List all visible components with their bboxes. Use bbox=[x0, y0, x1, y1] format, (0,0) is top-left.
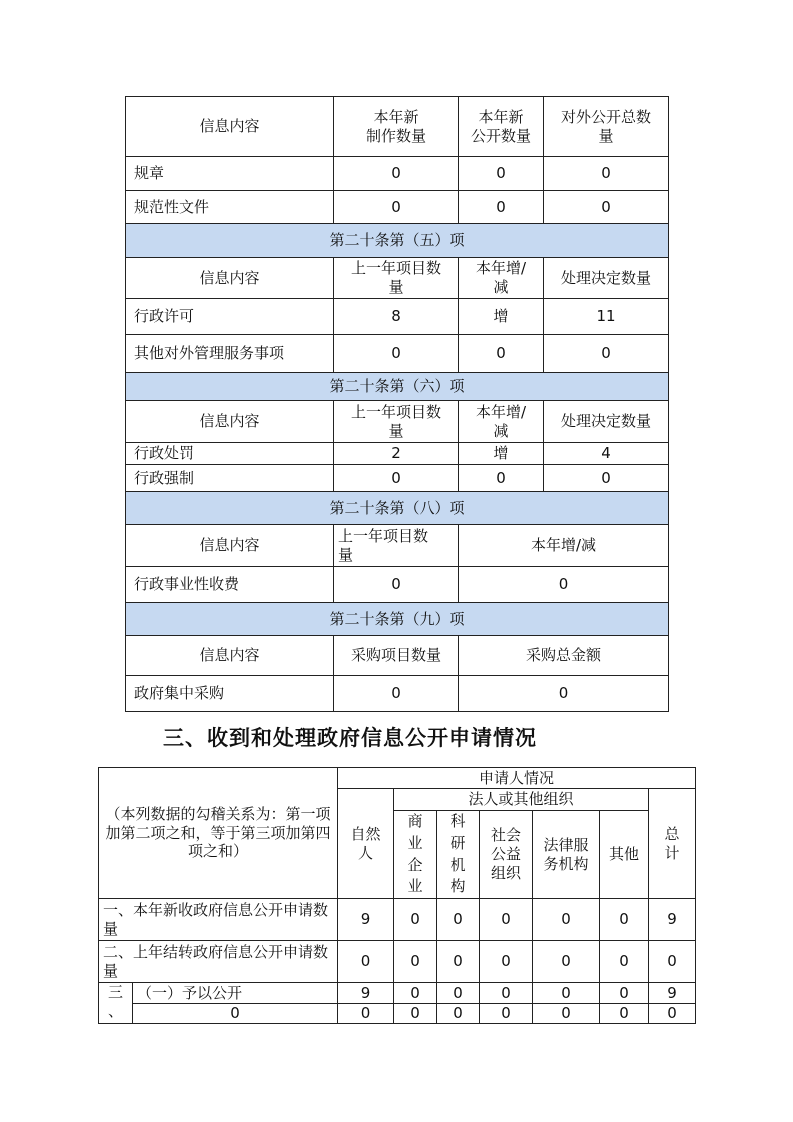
header-new-published: 本年新 公开数量 bbox=[459, 97, 544, 157]
table-row bbox=[126, 157, 669, 191]
row-label: 0 bbox=[133, 1004, 338, 1024]
corner-note: （本列数据的勾稽关系为：第一项加第二项之和，等于第三项加第四项之和） bbox=[99, 768, 338, 899]
applicant-header: 申请人情况 bbox=[338, 768, 696, 789]
cell-value: 0 bbox=[459, 567, 669, 603]
section-title-8: 第二十条第（八）项 bbox=[126, 492, 669, 525]
cell-value: 0 bbox=[459, 465, 544, 492]
row-label: 行政许可 bbox=[126, 299, 334, 335]
cell-value: 0 bbox=[480, 899, 533, 941]
header-info-content: 信息内容 bbox=[126, 525, 334, 567]
cell-value: 9 bbox=[649, 983, 696, 1004]
row-label: 一、本年新收政府信息公开申请数量 bbox=[99, 899, 338, 941]
cell-value: 0 bbox=[334, 157, 459, 191]
header-decisions: 处理决定数量 bbox=[544, 401, 669, 443]
col-legal-service: 法律服 务机构 bbox=[533, 811, 600, 899]
header-new-made: 本年新 制作数量 bbox=[334, 97, 459, 157]
cell-value: 0 bbox=[649, 941, 696, 983]
cell-value: 0 bbox=[334, 676, 459, 712]
cell-value: 0 bbox=[649, 1004, 696, 1024]
col-business: 商 业 企 业 bbox=[394, 811, 437, 899]
cell-value: 0 bbox=[600, 983, 649, 1004]
row-label: （一）予以公开 bbox=[133, 983, 338, 1004]
cell-value: 11 bbox=[544, 299, 669, 335]
table-row bbox=[126, 567, 669, 603]
table-row bbox=[126, 191, 669, 224]
row-label: 行政强制 bbox=[126, 465, 334, 492]
cell-value: 0 bbox=[459, 157, 544, 191]
header-purchase-count: 采购项目数量 bbox=[334, 636, 459, 676]
cell-value: 0 bbox=[600, 941, 649, 983]
cell-value: 0 bbox=[437, 983, 480, 1004]
disclosure-table bbox=[125, 96, 669, 712]
cell-value: 0 bbox=[338, 1004, 394, 1024]
cell-value: 增 bbox=[459, 299, 544, 335]
col-other: 其他 bbox=[600, 811, 649, 899]
cell-value: 0 bbox=[459, 335, 544, 373]
total-header: 总 计 bbox=[649, 789, 696, 899]
table-row bbox=[126, 299, 669, 335]
header-change: 本年增/ 减 bbox=[459, 258, 544, 299]
section-3-label: 三 、 bbox=[99, 983, 133, 1024]
header-info-content: 信息内容 bbox=[126, 636, 334, 676]
cell-value: 9 bbox=[338, 899, 394, 941]
col-research: 科 研 机 构 bbox=[437, 811, 480, 899]
cell-value: 0 bbox=[533, 1004, 600, 1024]
cell-value: 0 bbox=[394, 1004, 437, 1024]
row-label: 行政事业性收费 bbox=[126, 567, 334, 603]
header-info-content: 信息内容 bbox=[126, 258, 334, 299]
cell-value: 9 bbox=[338, 983, 394, 1004]
cell-value: 0 bbox=[480, 941, 533, 983]
cell-value: 2 bbox=[334, 443, 459, 465]
natural-person-header: 自然 人 bbox=[338, 789, 394, 899]
cell-value: 0 bbox=[533, 983, 600, 1004]
table-row bbox=[126, 676, 669, 712]
cell-value: 9 bbox=[649, 899, 696, 941]
row-label: 规范性文件 bbox=[126, 191, 334, 224]
cell-value: 0 bbox=[437, 899, 480, 941]
table-row bbox=[99, 1004, 696, 1024]
col-public-welfare: 社会 公益 组织 bbox=[480, 811, 533, 899]
table-row bbox=[99, 941, 696, 983]
cell-value: 0 bbox=[533, 899, 600, 941]
row-label: 行政处罚 bbox=[126, 443, 334, 465]
header-total-published: 对外公开总数 量 bbox=[544, 97, 669, 157]
cell-value: 0 bbox=[437, 941, 480, 983]
cell-value: 0 bbox=[600, 1004, 649, 1024]
cell-value: 4 bbox=[544, 443, 669, 465]
row-label: 其他对外管理服务事项 bbox=[126, 335, 334, 373]
cell-value: 0 bbox=[394, 941, 437, 983]
table-row bbox=[99, 983, 696, 1004]
cell-value: 0 bbox=[459, 191, 544, 224]
header-prev-count: 上一年项目数 量 bbox=[334, 525, 459, 567]
section-title-9: 第二十条第（九）项 bbox=[126, 603, 669, 636]
header-change: 本年增/减 bbox=[459, 525, 669, 567]
section-title-6: 第二十条第（六）项 bbox=[126, 373, 669, 401]
cell-value: 0 bbox=[394, 983, 437, 1004]
cell-value: 0 bbox=[338, 941, 394, 983]
cell-value: 增 bbox=[459, 443, 544, 465]
cell-value: 0 bbox=[334, 191, 459, 224]
cell-value: 0 bbox=[544, 335, 669, 373]
table-row bbox=[126, 465, 669, 492]
cell-value: 8 bbox=[334, 299, 459, 335]
cell-value: 0 bbox=[334, 567, 459, 603]
header-info-content: 信息内容 bbox=[126, 401, 334, 443]
cell-value: 0 bbox=[480, 1004, 533, 1024]
header-change: 本年增/ 减 bbox=[459, 401, 544, 443]
cell-value: 0 bbox=[480, 983, 533, 1004]
row-label: 政府集中采购 bbox=[126, 676, 334, 712]
table-row bbox=[126, 335, 669, 373]
cell-value: 0 bbox=[459, 676, 669, 712]
cell-value: 0 bbox=[334, 335, 459, 373]
table-row bbox=[126, 443, 669, 465]
cell-value: 0 bbox=[437, 1004, 480, 1024]
cell-value: 0 bbox=[533, 941, 600, 983]
cell-value: 0 bbox=[544, 465, 669, 492]
header-prev-count: 上一年项目数 量 bbox=[334, 401, 459, 443]
table-row bbox=[99, 899, 696, 941]
header-info-content: 信息内容 bbox=[126, 97, 334, 157]
section-title-5: 第二十条第（五）项 bbox=[126, 224, 669, 258]
header-prev-count: 上一年项目数 量 bbox=[334, 258, 459, 299]
application-table bbox=[98, 767, 696, 1024]
cell-value: 0 bbox=[544, 157, 669, 191]
header-purchase-amount: 采购总金额 bbox=[459, 636, 669, 676]
section-heading: 三、收到和处理政府信息公开申请情况 bbox=[163, 725, 537, 750]
cell-value: 0 bbox=[600, 899, 649, 941]
cell-value: 0 bbox=[334, 465, 459, 492]
row-label: 二、上年结转政府信息公开申请数量 bbox=[99, 941, 338, 983]
header-decisions: 处理决定数量 bbox=[544, 258, 669, 299]
cell-value: 0 bbox=[394, 899, 437, 941]
row-label: 规章 bbox=[126, 157, 334, 191]
legal-org-header: 法人或其他组织 bbox=[394, 789, 649, 811]
cell-value: 0 bbox=[544, 191, 669, 224]
